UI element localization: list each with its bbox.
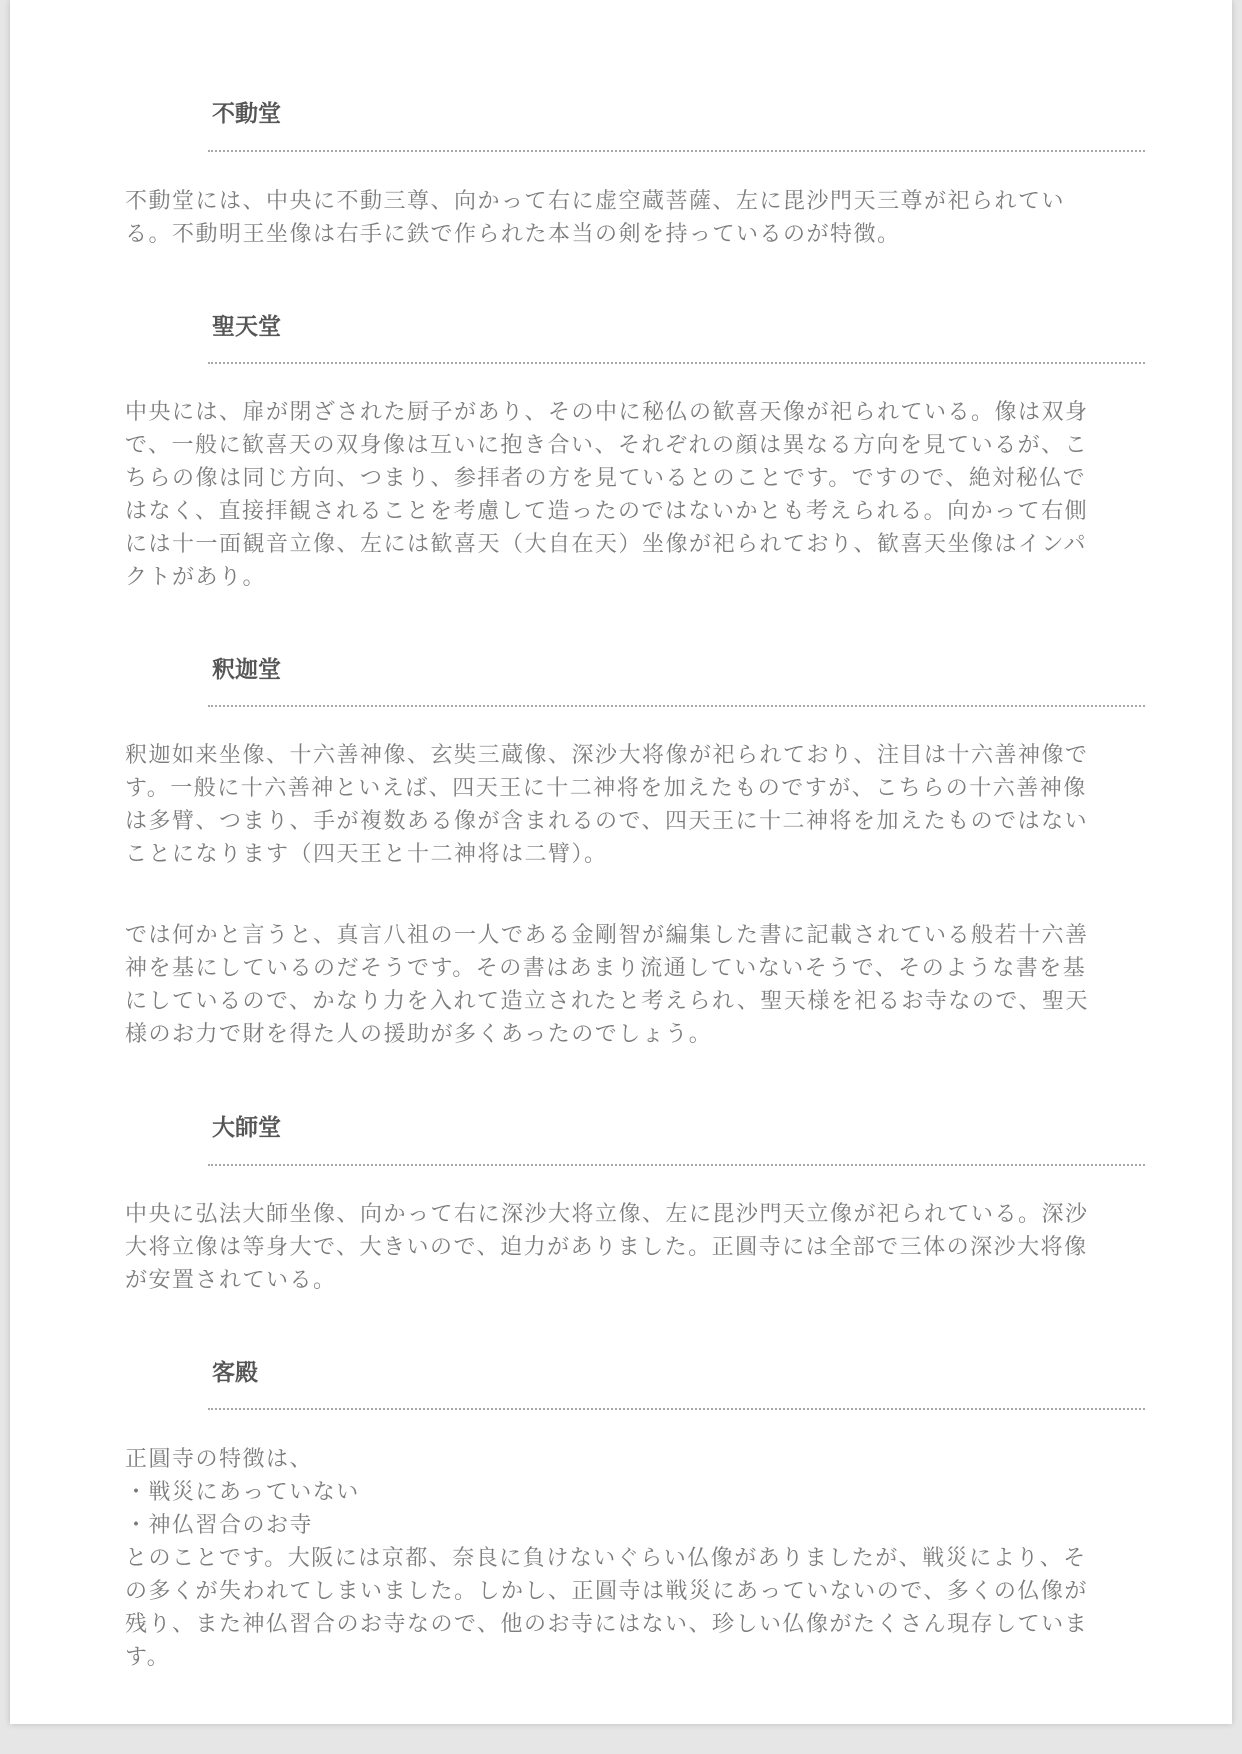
section-paragraph — [125, 396, 1137, 594]
section-paragraph — [125, 1198, 1137, 1297]
section-paragraph — [125, 185, 1137, 251]
text-line: 正圓寺の特徴は、 — [125, 1447, 314, 1472]
text-line: には十一面観音立像、左には歓喜天（大自在天）坐像が祀られており、歓喜天坐像はインパ — [125, 532, 1087, 557]
text-line: クトがあり。 — [125, 565, 267, 590]
text-line: で、一般に歓喜天の双身像は互いに抱き合い、それぞれの顔は異なる方向を見ているが、こ — [125, 433, 1089, 458]
list-item: ・神仏習合のお寺 — [125, 1513, 314, 1538]
section-divider — [208, 362, 1145, 364]
section-divider — [208, 1164, 1145, 1166]
section-divider — [208, 150, 1145, 152]
text-line: 不動堂には、中央に不動三尊、向かって右に虚空蔵菩薩、左に毘沙門天三尊が祀られてい — [125, 189, 1066, 214]
text-line: ちらの像は同じ方向、つまり、参拝者の方を見ているとのことです。ですので、絶対秘仏で — [125, 466, 1087, 491]
section-heading-kyakuden: 客殿 — [212, 1360, 258, 1386]
section-divider — [208, 705, 1145, 707]
section-heading-daishido: 大師堂 — [212, 1115, 281, 1141]
text-line: は多臂、つまり、手が複数ある像が含まれるので、四天王に十二神将を加えたものではない — [125, 809, 1089, 834]
section-paragraph — [125, 919, 1137, 1051]
document-page — [10, 0, 1232, 1724]
text-line: 神を基にしているのだそうです。その書はあまり流通していないそうで、そのような書を基 — [125, 956, 1087, 981]
section-heading-shakado: 釈迦堂 — [212, 657, 281, 683]
text-line: ことになります（四天王と十二神将は二臂）。 — [125, 842, 608, 867]
section-paragraph — [125, 1443, 1137, 1674]
text-line: 中央に弘法大師坐像、向かって右に深沙大将立像、左に毘沙門天立像が祀られている。深沙 — [125, 1202, 1089, 1227]
section-paragraph — [125, 739, 1137, 871]
text-line: 様のお力で財を得た人の援助が多くあったのでしょう。 — [125, 1022, 713, 1047]
text-line: 釈迦如来坐像、十六善神像、玄奘三蔵像、深沙大将像が祀られており、注目は十六善神像で — [125, 743, 1089, 768]
text-line: にしているので、かなり力を入れて造立されたと考えられ、聖天様を祀るお寺なので、聖天 — [125, 989, 1089, 1014]
list-item: ・戦災にあっていない — [125, 1480, 360, 1505]
text-line: とのことです。大阪には京都、奈良に負けないぐらい仏像がありましたが、戦災により、そ — [125, 1546, 1087, 1571]
text-line: る。不動明王坐像は右手に鉄で作られた本当の剣を持っているのが特徴。 — [125, 222, 901, 247]
section-heading-shotendo: 聖天堂 — [212, 314, 281, 340]
text-line: では何かと言うと、真言八祖の一人である金剛智が編集した書に記載されている般若十六善 — [125, 923, 1089, 948]
section-heading-fudodo: 不動堂 — [212, 101, 281, 127]
section-divider — [208, 1408, 1145, 1410]
text-line: 中央には、扉が閉ざされた厨子があり、その中に秘仏の歓喜天像が祀られている。像は双身 — [125, 400, 1089, 425]
text-line: はなく、直接拝観されることを考慮して造ったのではないかとも考えられる。向かって右側 — [125, 499, 1089, 524]
text-line: の多くが失われてしまいました。しかし、正圓寺は戦災にあっていないので、多くの仏像が — [125, 1579, 1088, 1604]
text-line: す。 — [125, 1645, 171, 1670]
text-line: 残り、また神仏習合のお寺なので、他のお寺にはない、珍しい仏像がたくさん現存していま — [125, 1612, 1089, 1637]
text-line: が安置されている。 — [125, 1268, 337, 1293]
text-line: す。一般に十六善神といえば、四天王に十二神将を加えたものですが、こちらの十六善神像 — [125, 776, 1087, 801]
text-line: 大将立像は等身大で、大きいので、迫力がありました。正圓寺には全部で三体の深沙大将像 — [125, 1235, 1088, 1260]
